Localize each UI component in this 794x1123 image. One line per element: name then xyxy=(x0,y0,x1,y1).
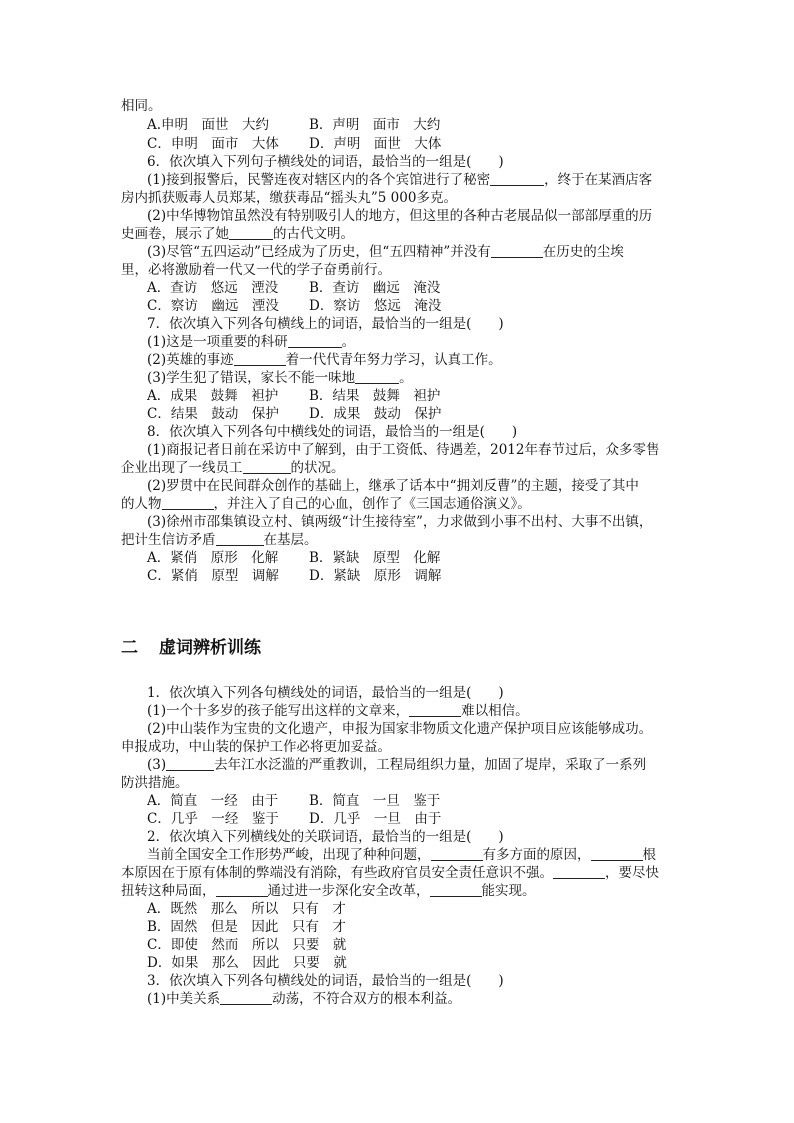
q8-option-b: B．紧缺 原型 化解 xyxy=(309,550,441,566)
s2-q1-options-ab xyxy=(147,792,440,810)
q6-sentence-2-cont: 史画卷，展示了她 的古代文明。 xyxy=(121,226,354,242)
q7-option-d: D．成果 鼓动 保护 xyxy=(309,406,442,422)
answer-blank[interactable] xyxy=(553,864,605,879)
answer-blank[interactable] xyxy=(409,702,461,717)
q8-sentence-2: (2)罗贯中在民间群众创作的基础上，继承了话本中“拥刘反曹”的主题，接受了其中 xyxy=(147,478,639,494)
s2-q1-option-b: B．简直 一旦 鉴于 xyxy=(309,793,441,809)
s2-q2-para-1: 当前全国安全工作形势严峻，出现了种种问题， 有多方面的原因， 根 xyxy=(147,847,656,863)
s2-q2-stem: 2．依次填入下列横线处的关联词语，最恰当的一组是( ) xyxy=(147,829,504,845)
answer-blank[interactable] xyxy=(216,882,268,897)
s2-q3-sentence-1: (1)中美关系 动荡，不符合双方的根本利益。 xyxy=(147,991,462,1007)
q8-option-d: D．紧缺 原形 调解 xyxy=(309,568,442,584)
q6-option-a: A．查访 悠远 湮没 xyxy=(147,280,279,296)
s2-q2-option-d: D．如果 那么 因此 只要 就 xyxy=(147,955,347,971)
q6-option-b: B．查访 幽远 淹没 xyxy=(309,280,441,296)
q8-option-a: A．紧俏 原形 化解 xyxy=(147,550,279,566)
q8-option-c: C．紧俏 原型 调解 xyxy=(147,568,279,584)
q5-option-d: D．声明 面世 大体 xyxy=(309,136,442,152)
s2-q1-option-d: D．几乎 一旦 由于 xyxy=(309,811,442,827)
answer-blank[interactable] xyxy=(288,333,342,348)
answer-blank[interactable] xyxy=(431,846,483,861)
q6-stem: 6．依次填入下列句子横线处的词语，最恰当的一组是( ) xyxy=(147,154,504,170)
s2-q2-para-2: 本原因在于原有体制的弊端没有消除，有些政府官员安全责任意识不强。 ，要尽快 xyxy=(121,865,659,881)
s2-q1-stem: 1．依次填入下列各句横线处的词语，最恰当的一组是( ) xyxy=(147,685,504,701)
q8-sentence-1: (1)商报记者日前在采访中了解到，由于工资低、待遇差，2012年春节过后，众多零售 xyxy=(147,442,660,458)
q7-options-ab xyxy=(147,387,440,405)
q7-sentence-1: (1)这是一项重要的科研 。 xyxy=(147,334,356,350)
answer-blank[interactable] xyxy=(491,243,543,258)
answer-blank[interactable] xyxy=(220,990,272,1005)
q6-options-ab xyxy=(147,279,440,297)
section-title: 虚词辨析训练 xyxy=(159,638,261,658)
q7-option-a: A．成果 鼓舞 袒护 xyxy=(147,388,279,404)
q7-stem: 7．依次填入下列各句横线上的词语，最恰当的一组是( ) xyxy=(147,316,504,332)
q7-options-cd xyxy=(147,405,441,423)
s2-q1-option-a: A．简直 一经 由于 xyxy=(147,793,279,809)
s2-q3-stem: 3．依次填入下列各句横线处的词语，最恰当的一组是( ) xyxy=(147,973,504,989)
q8-stem: 8．依次填入下列各句中横线处的词语，最恰当的一组是( ) xyxy=(147,424,518,440)
answer-blank[interactable] xyxy=(591,846,643,861)
s2-q2-option-a: A．既然 那么 所以 只有 才 xyxy=(147,901,346,917)
answer-blank[interactable] xyxy=(216,531,264,546)
q6-sentence-2: (2)中华博物馆虽然没有特别吸引人的地方，但这里的各种古老展品似一部部厚重的历 xyxy=(147,208,653,224)
s2-q2-option-b: B．固然 但是 因此 只有 才 xyxy=(147,919,346,935)
s2-q1-sentence-2-cont: 申报成功，中山装的保护工作必将更加妥益。 xyxy=(121,739,391,755)
answer-blank[interactable] xyxy=(162,495,214,510)
q5-option-c: C．申明 面市 大体 xyxy=(147,136,279,152)
s2-q2-option-c: C．即使 然而 所以 只要 就 xyxy=(147,937,347,953)
answer-blank[interactable] xyxy=(490,171,544,186)
q8-sentence-3-cont: 把计生信访矛盾 在基层。 xyxy=(121,532,318,548)
s2-q2-para-3: 扭转这种局面， 通过进一步深化安全改革， 能实现。 xyxy=(121,883,536,899)
q8-sentence-1-cont: 企业出现了一线员工 的状况。 xyxy=(121,460,345,476)
q8-sentence-2-cont: 的人物 ，并注入了自己的心血，创作了《三国志通俗演义》。 xyxy=(121,496,531,512)
q7-option-b: B．结果 鼓舞 袒护 xyxy=(309,388,441,404)
s2-q1-sentence-3-cont: 防洪措施。 xyxy=(121,775,189,791)
section-heading xyxy=(121,633,261,658)
q5-options-ab xyxy=(147,116,440,134)
q6-sentence-1-cont: 房内抓获贩毒人员郑某，缴获毒品“摇头丸”5 000多克。 xyxy=(121,190,457,206)
section-number: 二 xyxy=(121,638,138,658)
answer-blank[interactable] xyxy=(430,882,482,897)
q6-sentence-3-cont: 里，必将激励着一代又一代的学子奋勇前行。 xyxy=(121,262,391,278)
q8-sentence-3: (3)徐州市邵集镇设立村、镇两级“计生接待室”，力求做到小事不出村、大事不出镇， xyxy=(147,514,653,530)
q6-sentence-3: (3)尽管“五四运动”已经成为了历史，但“五四精神”并没有 在历史的尘埃 xyxy=(147,244,624,260)
q6-sentence-1: (1)接到报警后，民警连夜对辖区内的各个宾馆进行了秘密 ，终于在某酒店客 xyxy=(147,172,653,188)
s2-q1-sentence-1: (1)一个十多岁的孩子能写出这样的文章来， 难以相信。 xyxy=(147,703,529,719)
s2-q1-sentence-3: (3) 去年江水泛滥的严重教训，工程局组织力量，加固了堤岸，采取了一系列 xyxy=(147,757,647,773)
q5-option-a: A.申明 面世 大约 xyxy=(147,117,270,133)
q8-options-ab xyxy=(147,549,440,567)
answer-blank[interactable] xyxy=(243,459,291,474)
q7-sentence-3: (3)学生犯了错误，家长不能一味地 。 xyxy=(147,370,413,386)
q6-option-d: D．察访 悠远 淹没 xyxy=(309,298,442,314)
s2-q1-option-c: C．几乎 一经 鉴于 xyxy=(147,811,279,827)
s2-q1-options-cd xyxy=(147,810,441,828)
q5-options-cd xyxy=(147,135,441,153)
q6-option-c: C．察访 幽远 湮没 xyxy=(147,298,279,314)
q5-option-b: B．声明 面市 大约 xyxy=(309,117,441,133)
answer-blank[interactable] xyxy=(229,225,273,240)
answer-blank[interactable] xyxy=(234,351,286,366)
continued-text: 相同。 xyxy=(121,98,162,114)
answer-blank[interactable] xyxy=(355,369,399,384)
s2-q1-sentence-2: (2)中山装作为宝贵的文化遗产，申报为国家非物质文化遗产保护项目应该能够成功。 xyxy=(147,721,653,737)
q7-option-c: C．结果 鼓动 保护 xyxy=(147,406,279,422)
q8-options-cd xyxy=(147,567,441,585)
answer-blank[interactable] xyxy=(166,756,214,771)
q6-options-cd xyxy=(147,297,441,315)
q7-sentence-2: (2)英雄的事迹 着一代代青年努力学习，认真工作。 xyxy=(147,352,502,368)
